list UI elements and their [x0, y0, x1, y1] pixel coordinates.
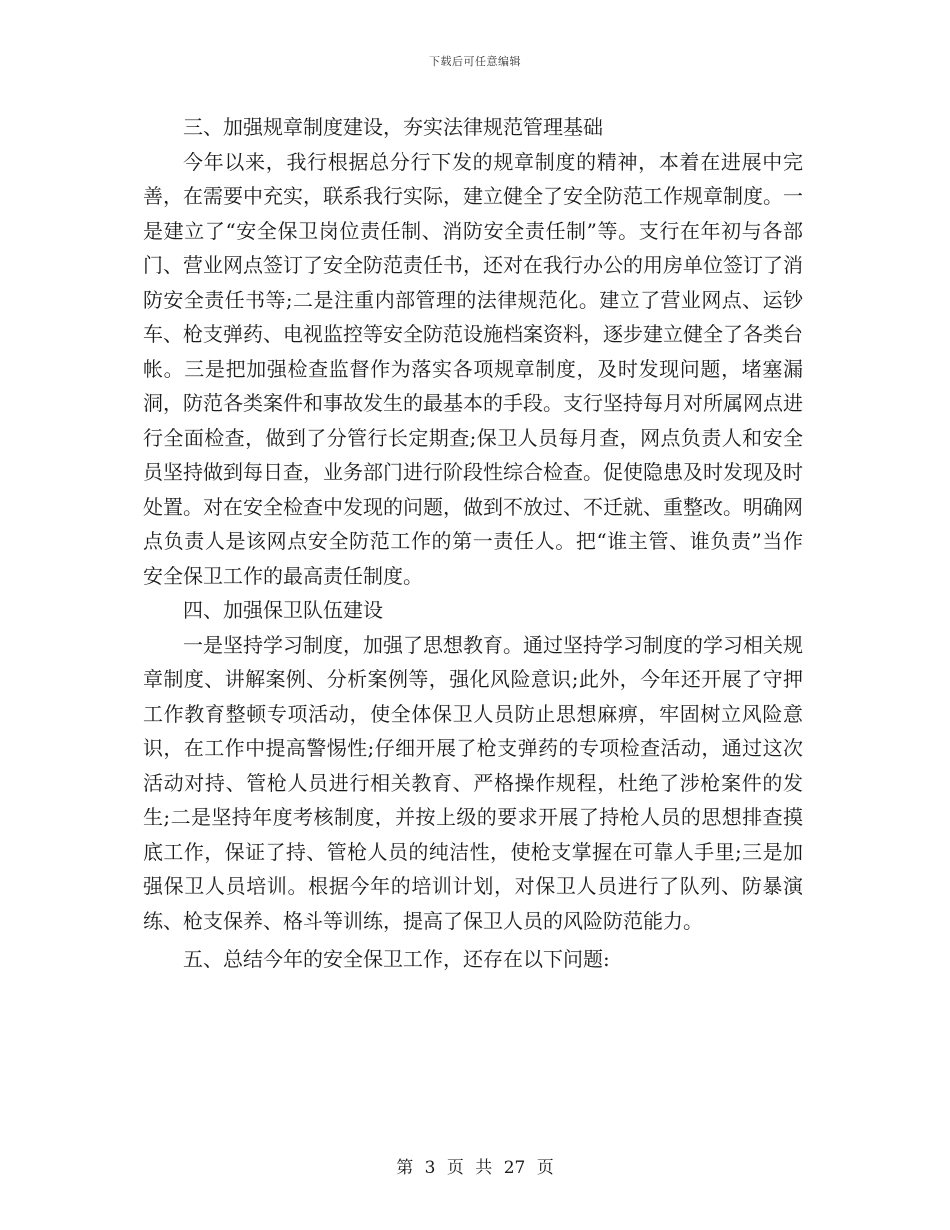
document-body — [143, 110, 803, 977]
section-heading-3: 三、加强规章制度建设，夯实法律规范管理基础 — [183, 115, 603, 139]
paragraph-section-4: 一是坚持学习制度，加强了思想教育。通过坚持学习制度的学习相关规章制度、讲解案例、分析案例等，强化风险意识;此外，今年还开展了守押工作教育整顿专项活动，使全体保卫人员防止思想麻痹，牢固树立风险意识，在工作中提高警惕性;仔细开展了枪支弹药的专项检查活动，通过这次活动对持、管枪人员进行相关教育、严格操作规程，杜绝了涉枪案件的发生;二是坚持年度考核制度，并按上级的要求开展了持枪人员的思想排查摸底工作，保证了持、管枪人员的纯洁性，使枪支掌握在可靠人手里;三是加强保卫人员培训。根据今年的培训计划，对保卫人员进行了队列、防暴演练、枪支保养、格斗等训练，提高了保卫人员的风险防范能力。 — [143, 632, 803, 933]
page-number-footer: 第 3 页 共 27 页 — [396, 1158, 554, 1178]
section-heading-5: 五、总结今年的安全保卫工作，还存在以下问题: — [183, 947, 610, 971]
section-heading-4: 四、加强保卫队伍建设 — [183, 598, 383, 622]
header-note: 下载后可任意编辑 — [429, 55, 521, 68]
paragraph-section-3: 今年以来，我行根据总分行下发的规章制度的精神，本着在进展中完善，在需要中充实，联系我行实际，建立健全了安全防范工作规章制度。一是建立了“安全保卫岗位责任制、消防安全责任制”等。支行在年初与各部门、营业网点签订了安全防范责任书，还对在我行办公的用房单位签订了消防安全责任书等;二是注重内部管理的法律规范化。建立了营业网点、运钞车、枪支弹药、电视监控等安全防范设施档案资料，逐步建立健全了各类台帐。三是把加强检查监督作为落实各项规章制度，及时发现问题，堵塞漏洞，防范各类案件和事故发生的最基本的手段。支行坚持每月对所属网点进行全面检查，做到了分管行长定期查;保卫人员每月查，网点负责人和安全员坚持做到每日查，业务部门进行阶段性综合检查。促使隐患及时发现及时处置。对在安全检查中发现的问题，做到不放过、不迁就、重整改。明确网点负责人是该网点安全防范工作的第一责任人。把“谁主管、谁负责”当作安全保卫工作的最高责任制度。 — [143, 149, 803, 588]
